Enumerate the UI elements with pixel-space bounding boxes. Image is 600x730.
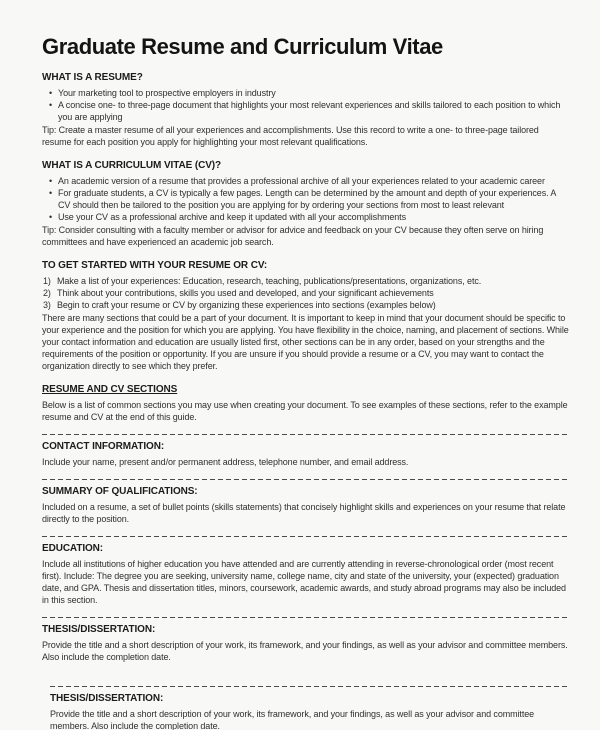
dashed-separator: [50, 685, 570, 687]
cv-bullet-2: • For graduate students, a CV is typically a few pages. Length can be determined by the amount and depth of your experiences. A CV should then be tailored to the position you are applying for by ordering your sections from most to least relevant: [42, 187, 570, 211]
repeated-thesis-block: [50, 685, 570, 730]
sections-intro: Below is a list of common sections you may use when creating your document. To see examples of these sections, refer to the example resume and CV at the end of this guide.: [42, 400, 568, 422]
heading-what-is-resume: WHAT IS A RESUME?: [42, 72, 143, 83]
dashed-separator: [42, 616, 570, 618]
education-body: Include all institutions of higher education you have attended and are currently attending in reverse-chronological order (most recent first). Include: The degree you are seeking, university name, college name, city and state of the university, your (expected) graduation date, and GPA. Thesis and dissertation titles, minors, coursework, academic awards, and study abroad programs may also be included in this section.: [42, 559, 566, 605]
resume-bullet-2: • A concise one- to three-page document that highlights your most relevant experiences and skills tailored to each position to which you are applying: [42, 99, 570, 123]
thesis-dissertation-repeat-body: Provide the title and a short description of your work, its framework, and your findings, as well as your advisor and committee members. Also include the completion date.: [50, 709, 535, 730]
heading-contact-information: CONTACT INFORMATION:: [42, 441, 165, 452]
heading-thesis-dissertation: THESIS/DISSERTATION:: [42, 624, 156, 635]
get-started-list: [42, 275, 570, 311]
heading-thesis-dissertation-repeat: THESIS/DISSERTATION:: [50, 693, 164, 704]
item-number: 2): [43, 288, 51, 298]
resume-bullet-list: [42, 87, 570, 123]
heading-get-started: TO GET STARTED WITH YOUR RESUME OR CV:: [42, 260, 268, 271]
item-number: 3): [43, 300, 51, 310]
item-text: Make a list of your experiences: Education, research, teaching, publications/presentations, organizations, etc.: [57, 276, 482, 286]
cv-tip: Tip: Consider consulting with a faculty member or advisor for advice and feedback on your CV because they often serve on hiring committees and have experienced an academic job search.: [42, 225, 544, 247]
cv-bullet-3: • Use your CV as a professional archive and keep it updated with all your accomplishments: [42, 211, 570, 223]
overview-paragraph: There are many sections that could be a part of your document. It is important to keep in mind that your document should be specific to your experience and the position for which you are applying. You have flexibility in the choice, naming, and placement of sections. While your contact information and education are usually listed first, other sections can be in any order, based on your strengths and the requirements of the position or opportunity. If you are unsure if you should provide a resume or a CV, you may want to contact the organization directly to see which they prefer.: [42, 313, 569, 371]
heading-education: EDUCATION:: [42, 543, 104, 554]
get-started-item-1: [42, 275, 570, 287]
cv-bullet-list: [42, 175, 570, 223]
dashed-separator: [42, 433, 570, 435]
get-started-item-2: [42, 287, 570, 299]
heading-resume-cv-sections: RESUME AND CV SECTIONS: [42, 384, 178, 395]
heading-what-is-cv: WHAT IS A CURRICULUM VITAE (CV)?: [42, 160, 222, 171]
dashed-separator: [42, 535, 570, 537]
get-started-item-3: [42, 299, 570, 311]
item-text: Think about your contributions, skills you used and developed, and your significant achievements: [57, 288, 434, 298]
item-text: Begin to craft your resume or CV by organizing these experiences into sections (examples below): [57, 300, 436, 310]
resume-bullet-1: • Your marketing tool to prospective employers in industry: [42, 87, 570, 99]
dashed-separator: [42, 478, 570, 480]
cv-bullet-1: • An academic version of a resume that provides a professional archive of all your experiences related to your academic career: [42, 175, 570, 187]
thesis-dissertation-body: Provide the title and a short description of your work, its framework, and your findings, as well as your advisor and committee members. Also include the completion date.: [42, 640, 568, 662]
contact-information-body: Include your name, present and/or permanent address, telephone number, and email address.: [42, 457, 409, 467]
page-title: Graduate Resume and Curriculum Vitae: [42, 34, 443, 59]
item-number: 1): [43, 276, 51, 286]
heading-summary-of-qualifications: SUMMARY OF QUALIFICATIONS:: [42, 486, 198, 497]
resume-tip: Tip: Create a master resume of all your experiences and accomplishments. Use this record to write a one- to three-page tailored resume for each position you apply for highlighting your most relevant qualifications.: [42, 125, 539, 147]
summary-of-qualifications-body: Included on a resume, a set of bullet points (skills statements) that concisely highlight skills and experiences on your resume that relate directly to the position.: [42, 502, 566, 524]
